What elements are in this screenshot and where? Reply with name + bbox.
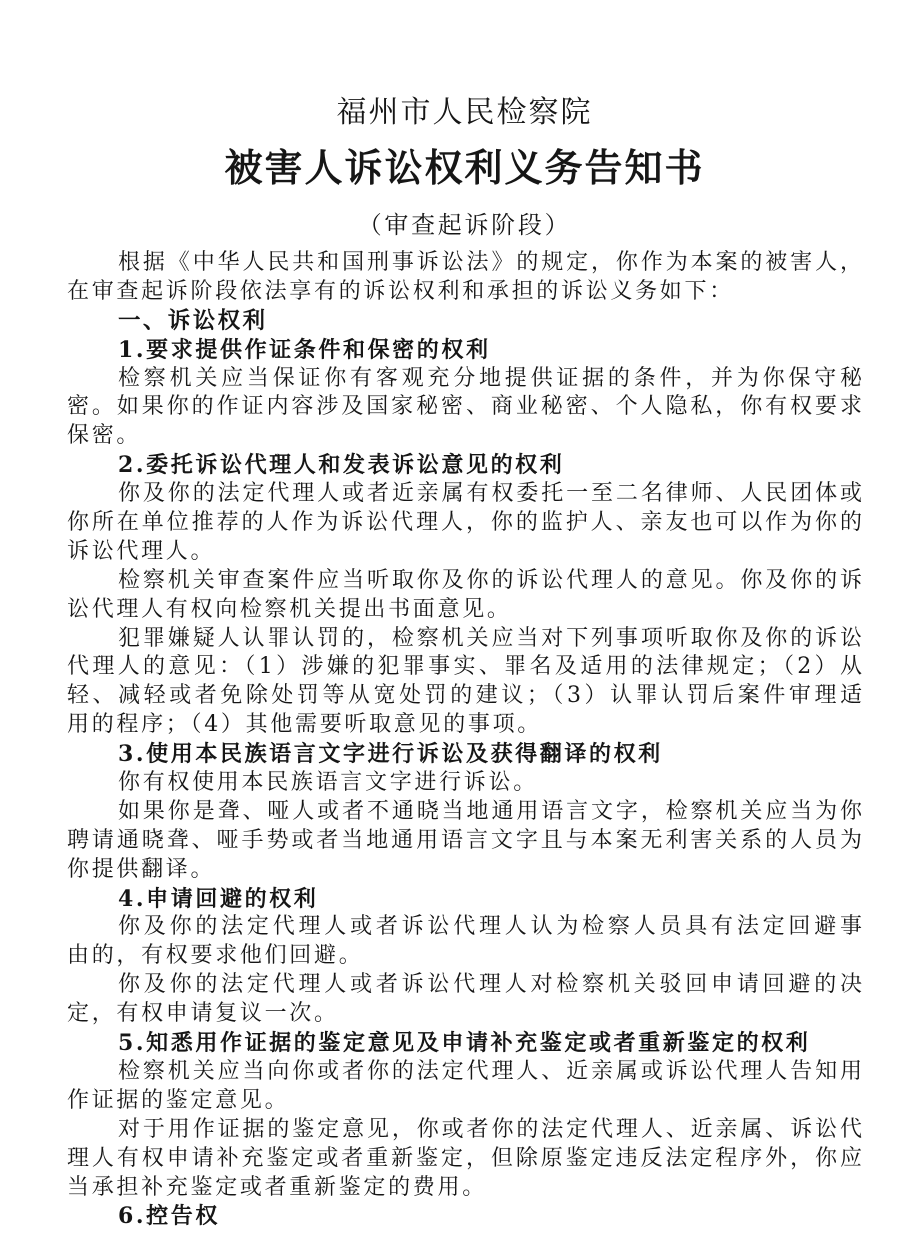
paragraph-line: 诉讼代理人。 xyxy=(67,538,216,564)
paragraph-line: 理人有权申请补充鉴定或者重新鉴定，但除原鉴定违反法定程序外，你应 xyxy=(67,1145,862,1171)
paragraph-line: 检察机关应当向你或者你的法定代理人、近亲属或诉讼代理人告知用 xyxy=(118,1058,862,1084)
paragraph-line: 你有权使用本民族语言文字进行诉讼。 xyxy=(118,770,538,796)
intro-line: 根据《中华人民共和国刑事诉讼法》的规定，你作为本案的被害人， xyxy=(118,250,862,275)
paragraph-line: 检察机关应当保证你有客观充分地提供证据的条件，并为你保守秘 xyxy=(118,365,862,391)
paragraph-line: 如果你是聋、哑人或者不通晓当地通用语言文字，检察机关应当为你 xyxy=(118,798,862,824)
paragraph-line: 轻、减轻或者免除处罚等从宽处罚的建议；（3）认罪认罚后案件审理适 xyxy=(67,683,862,709)
paragraph-line: 代理人的意见：（1）涉嫌的犯罪事实、罪名及适用的法律规定；（2）从 xyxy=(67,654,862,680)
right-item-title: 3.使用本民族语言文字进行诉讼及获得翻译的权利 xyxy=(118,741,663,768)
paragraph-line: 你及你的法定代理人或者近亲属有权委托一至二名律师、人民团体或 xyxy=(118,481,862,507)
right-item-title: 2.委托诉讼代理人和发表诉讼意见的权利 xyxy=(118,452,565,479)
right-item-title: 5.知悉用作证据的鉴定意见及申请补充鉴定或者重新鉴定的权利 xyxy=(118,1030,811,1057)
right-item-title: 4.申请回避的权利 xyxy=(118,885,319,912)
paragraph-line: 保密。 xyxy=(67,423,142,449)
document-title: 被害人诉讼权利义务告知书 xyxy=(224,145,705,190)
section-heading: 一、诉讼权利 xyxy=(118,307,268,334)
paragraph-line: 由的，有权要求他们回避。 xyxy=(67,943,364,969)
paragraph-line: 讼代理人有权向检察机关提出书面意见。 xyxy=(67,596,512,622)
paragraph-line: 你及你的法定代理人或者诉讼代理人对检察机关驳回申请回避的决 xyxy=(118,972,862,998)
paragraph-line: 犯罪嫌疑人认罪认罚的，检察机关应当对下列事项听取你及你的诉讼 xyxy=(118,625,862,651)
procedure-stage: （审查起诉阶段） xyxy=(357,211,572,239)
issuing-organization: 福州市人民检察院 xyxy=(336,95,593,130)
paragraph-line: 作证据的鉴定意见。 xyxy=(67,1087,290,1113)
paragraph-line: 对于用作证据的鉴定意见，你或者你的法定代理人、近亲属、诉讼代 xyxy=(118,1116,862,1142)
paragraph-line: 你及你的法定代理人或者诉讼代理人认为检察人员具有法定回避事 xyxy=(118,914,862,940)
paragraph-line: 用的程序；（4）其他需要听取意见的事项。 xyxy=(67,712,542,738)
paragraph-line: 检察机关审查案件应当听取你及你的诉讼代理人的意见。你及你的诉 xyxy=(118,567,862,593)
paragraph-line: 你提供翻译。 xyxy=(67,856,216,882)
intro-line: 在审查起诉阶段依法享有的诉讼权利和承担的诉讼义务如下： xyxy=(67,278,734,304)
paragraph-line: 当承担补充鉴定或者重新鉴定的费用。 xyxy=(67,1174,487,1200)
paragraph-line: 定，有权申请复议一次。 xyxy=(67,1001,339,1027)
paragraph-line: 你所在单位推荐的人作为诉讼代理人，你的监护人、亲友也可以作为你的 xyxy=(67,510,862,536)
right-item-title: 1.要求提供作证条件和保密的权利 xyxy=(118,336,491,363)
right-item-title: 6.控告权 xyxy=(118,1203,220,1230)
paragraph-line: 聘请通晓聋、哑手势或者当地通用语言文字且与本案无利害关系的人员为 xyxy=(67,827,862,853)
document-body xyxy=(67,249,862,1231)
paragraph-line: 密。如果你的作证内容涉及国家秘密、商业秘密、个人隐私，你有权要求 xyxy=(67,394,862,420)
